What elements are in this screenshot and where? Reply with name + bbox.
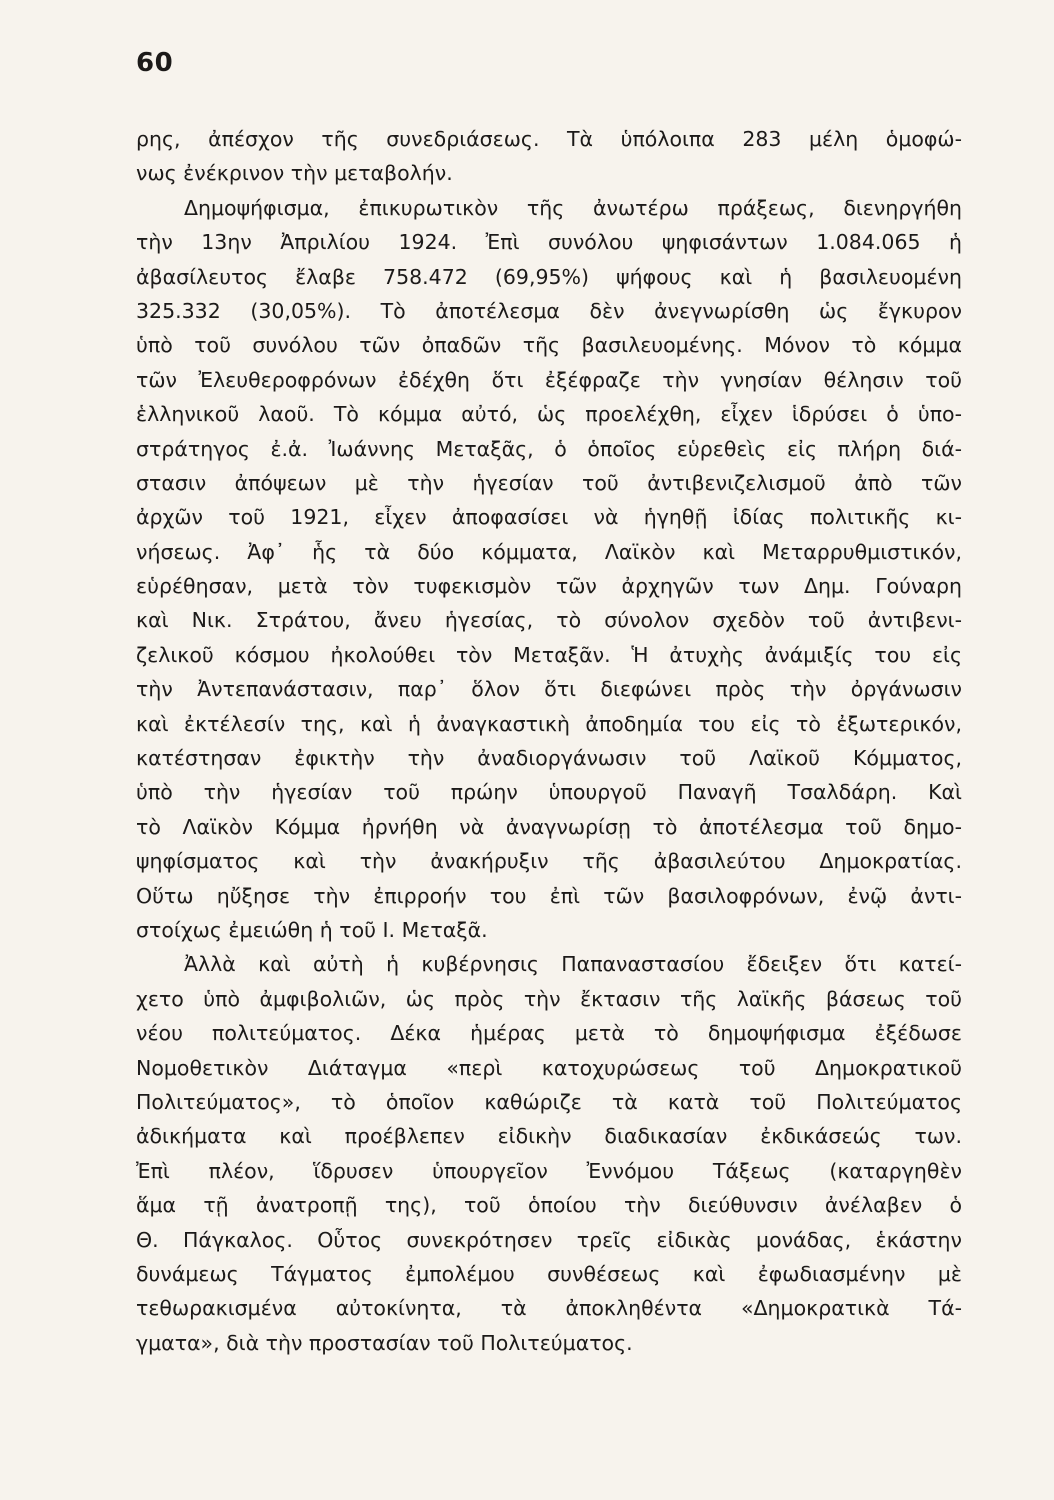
page-number: 60	[136, 48, 174, 78]
text-line: τεθωρακισμένα αὐτοκίνητα, τὰ ἀποκληθέντα «Δημοκρατικὰ Τά-	[136, 1296, 962, 1321]
text-line: νέου πολιτεύματος. Δέκα ἡμέρας μετὰ τὸ δημοψήφισμα ἐξέδωσε	[136, 1021, 962, 1046]
text-line: Δημοψήφισμα, ἐπικυρωτικὸν τῆς ἀνωτέρω πράξεως, διενηργήθη	[184, 195, 962, 220]
text-line: γματα», διὰ τὴν προστασίαν τοῦ Πολιτεύματος.	[136, 1330, 633, 1355]
text-line: εὑρέθησαν, μετὰ τὸν τυφεκισμὸν τῶν ἀρχηγῶν των Δημ. Γούναρη	[136, 574, 962, 599]
text-line: Θ. Πάγκαλος. Οὗτος συνεκρότησεν τρεῖς εἰδικὰς μονάδας, ἑκάστην	[136, 1227, 962, 1252]
text-line: στοίχως ἐμειώθη ἡ τοῦ Ι. Μεταξᾶ.	[136, 917, 488, 942]
text-line: ζελικοῦ κόσμου ἠκολούθει τὸν Μεταξᾶν. Ἡ ἀτυχὴς ἀνάμιξίς του εἰς	[136, 642, 962, 667]
text-line: τὴν 13ην Ἀπριλίου 1924. Ἐπὶ συνόλου ψηφισάντων 1.084.065 ἡ	[136, 230, 962, 255]
text-line: 325.332 (30,05%). Τὸ ἀποτέλεσμα δὲν ἀνεγνωρίσθη ὡς ἔγκυρον	[136, 298, 962, 323]
text-line: τὴν Ἀντεπανάστασιν, παρ᾽ ὅλον ὅτι διεφώνει πρὸς τὴν ὀργάνωσιν	[136, 677, 962, 702]
text-line: κατέστησαν ἐφικτὴν τὴν ἀναδιοργάνωσιν τοῦ Λαϊκοῦ Κόμματος,	[136, 746, 962, 771]
text-line: Πολιτεύματος», τὸ ὁποῖον καθώριζε τὰ κατὰ τοῦ Πολιτεύματος	[136, 1089, 962, 1114]
text-line: ὑπὸ τοῦ συνόλου τῶν ὀπαδῶν τῆς βασιλευομένης. Μόνον τὸ κόμμα	[136, 333, 962, 358]
text-line: ψηφίσματος καὶ τὴν ἀνακήρυξιν τῆς ἀβασιλεύτου Δημοκρατίας.	[136, 849, 962, 874]
body-text	[136, 122, 962, 1360]
text-line: Οὕτω ηὔξησε τὴν ἐπιρροήν του ἐπὶ τῶν βασιλοφρόνων, ἐνῷ ἀντι-	[136, 883, 962, 908]
text-line: ἑλληνικοῦ λαοῦ. Τὸ κόμμα αὐτό, ὡς προελέχθη, εἶχεν ἱδρύσει ὁ ὑπο-	[136, 402, 962, 427]
text-line: Ἀλλὰ καὶ αὐτὴ ἡ κυβέρνησις Παπαναστασίου ἔδειξεν ὅτι κατεί-	[184, 952, 962, 977]
text-line: ἅμα τῇ ἀνατροπῇ της), τοῦ ὁποίου τὴν διεύθυνσιν ἀνέλαβεν ὁ	[136, 1193, 962, 1218]
text-line: νήσεως. Ἀφ᾽ ἧς τὰ δύο κόμματα, Λαϊκὸν καὶ Μεταρρυθμιστικόν,	[136, 539, 962, 564]
text-line: τὸ Λαϊκὸν Κόμμα ἠρνήθη νὰ ἀναγνωρίσῃ τὸ ἀποτέλεσμα τοῦ δημο-	[136, 814, 962, 839]
text-line: χετο ὑπὸ ἀμφιβολιῶν, ὡς πρὸς τὴν ἔκτασιν τῆς λαϊκῆς βάσεως τοῦ	[136, 986, 962, 1011]
text-line: καὶ ἐκτέλεσίν της, καὶ ἡ ἀναγκαστικὴ ἀποδημία του εἰς τὸ ἐξωτερικόν,	[136, 711, 962, 736]
text-line: στράτηγος ἐ.ἀ. Ἰωάννης Μεταξᾶς, ὁ ὁποῖος εὑρεθεὶς εἰς πλήρη διά-	[136, 436, 962, 461]
text-line: ἀδικήματα καὶ προέβλεπεν εἰδικὴν διαδικασίαν ἐκδικάσεώς των.	[136, 1124, 962, 1149]
text-line: στασιν ἀπόψεων μὲ τὴν ἡγεσίαν τοῦ ἀντιβενιζελισμοῦ ἀπὸ τῶν	[136, 470, 962, 495]
text-line: Ἐπὶ πλέον, ἵδρυσεν ὑπουργεῖον Ἐννόμου Τάξεως (καταργηθὲν	[136, 1158, 962, 1183]
text-line: ὑπὸ τὴν ἡγεσίαν τοῦ πρώην ὑπουργοῦ Παναγῆ Τσαλδάρη. Καὶ	[136, 780, 962, 805]
text-line: ρης, ἀπέσχον τῆς συνεδριάσεως. Τὰ ὑπόλοιπα 283 μέλη ὁμοφώ-	[136, 127, 962, 151]
text-line: τῶν Ἐλευθεροφρόνων ἐδέχθη ὅτι ἐξέφραζε τὴν γνησίαν θέλησιν τοῦ	[136, 367, 962, 392]
text-line: δυνάμεως Τάγματος ἐμπολέμου συνθέσεως καὶ ἐφωδιασμένην μὲ	[136, 1261, 962, 1286]
text-line: ἀβασίλευτος ἔλαβε 758.472 (69,95%) ψήφους καὶ ἡ βασιλευομένη	[136, 264, 962, 289]
text-line: καὶ Νικ. Στράτου, ἄνευ ἡγεσίας, τὸ σύνολον σχεδὸν τοῦ ἀντιβενι-	[136, 608, 962, 633]
text-line: Νομοθετικὸν Διάταγμα «περὶ κατοχυρώσεως τοῦ Δημοκρατικοῦ	[136, 1055, 962, 1080]
text-line: ἀρχῶν τοῦ 1921, εἶχεν ἀποφασίσει νὰ ἡγηθῇ ἰδίας πολιτικῆς κι-	[136, 505, 962, 530]
text-line: νως ἐνέκρινον τὴν μεταβολήν.	[136, 161, 453, 186]
